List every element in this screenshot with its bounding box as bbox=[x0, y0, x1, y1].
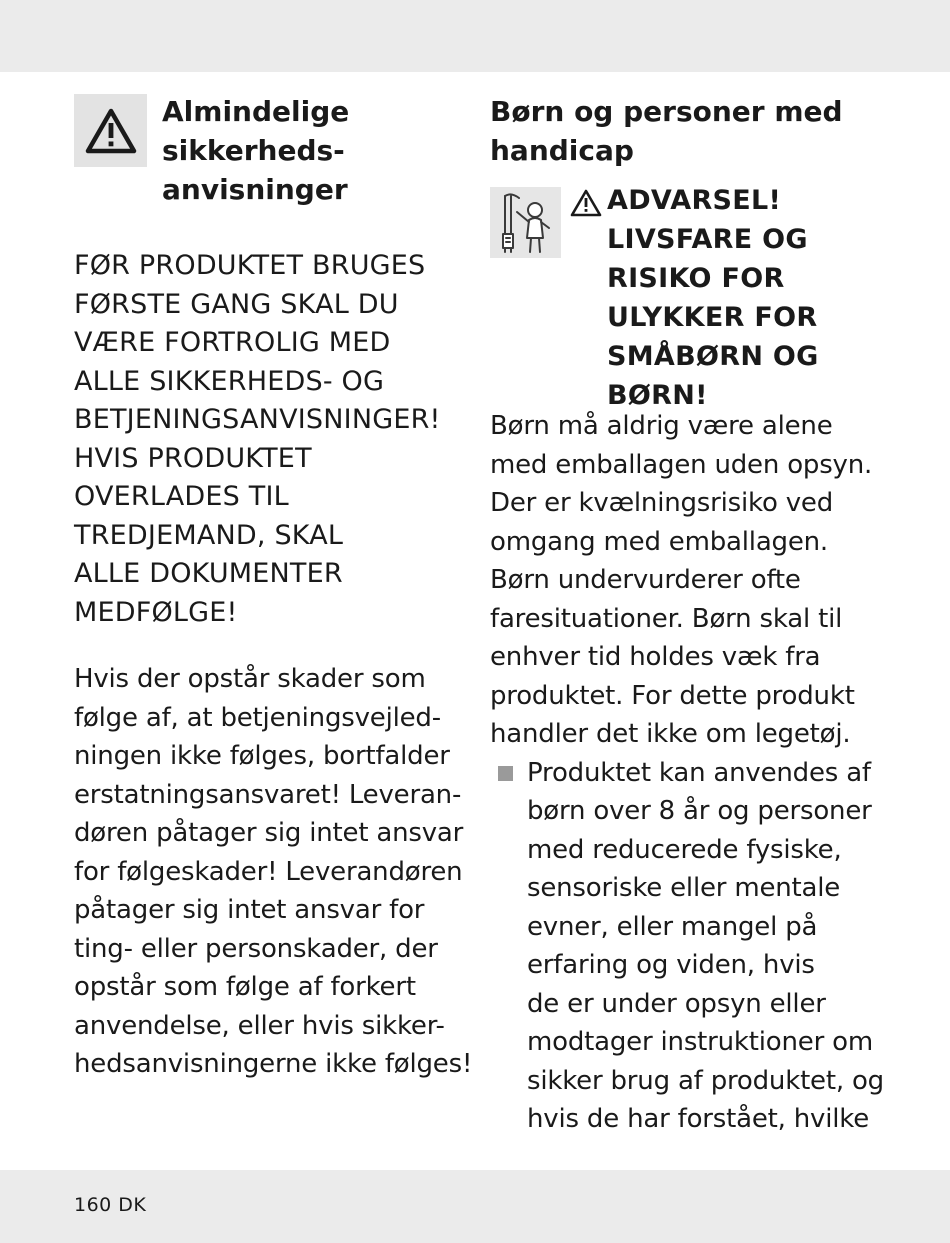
body-line: for følgeskader! Leverandøren bbox=[74, 856, 463, 887]
body-line: faresituationer. Børn skal til bbox=[490, 603, 843, 634]
top-band bbox=[0, 0, 950, 72]
children-paragraph bbox=[490, 407, 890, 754]
body-line: hedsanvisningerne ikke følges! bbox=[74, 1049, 473, 1079]
bullet-line: modtager instruktioner om bbox=[527, 1027, 873, 1057]
notice-line: FØRSTE GANG SKAL DU bbox=[74, 288, 399, 320]
notice-line: HVIS PRODUKTET bbox=[74, 442, 312, 474]
body-line: følge af, at betjeningsvejled- bbox=[74, 702, 441, 733]
body-line: opstår som følge af forkert bbox=[74, 972, 416, 1002]
warning-line: SMÅBØRN OG bbox=[607, 341, 819, 372]
liability-paragraph bbox=[74, 660, 473, 1084]
body-line: ting- eller personskader, der bbox=[74, 933, 438, 964]
notice-line: ALLE DOKUMENTER bbox=[74, 558, 343, 589]
body-line: Der er kvælningsrisiko ved bbox=[490, 488, 834, 518]
warning-line: LIVSFARE OG bbox=[607, 224, 808, 255]
notice-line: OVERLADES TIL bbox=[74, 481, 289, 512]
notice-line: FØR PRODUKTET BRUGES bbox=[74, 250, 426, 281]
page-number: 160 DK bbox=[74, 1194, 147, 1216]
notice-line: TREDJEMAND, SKAL bbox=[74, 519, 344, 551]
bullet-line: Produktet kan anvendes af bbox=[527, 757, 871, 788]
warning-line: BØRN! bbox=[607, 380, 708, 411]
bullet-line: erfaring og viden, hvis bbox=[527, 950, 815, 980]
body-line: handler det ikke om legetøj. bbox=[490, 719, 851, 749]
body-line: produktet. For dette produkt bbox=[490, 680, 855, 711]
section-heading bbox=[162, 92, 469, 209]
warning-line: ADVARSEL! bbox=[607, 185, 782, 216]
bullet-line: hvis de har forstået, hvilke bbox=[527, 1104, 870, 1134]
left-column bbox=[74, 92, 473, 1084]
warning-icon-box bbox=[74, 94, 147, 167]
bullet-line: børn over 8 år og personer bbox=[527, 796, 872, 826]
body-line: omgang med emballagen. bbox=[490, 526, 828, 557]
heading-line: anvisninger bbox=[162, 173, 348, 206]
body-line: Børn må aldrig være alene bbox=[490, 411, 833, 441]
heading-line: Børn og personer med bbox=[490, 95, 843, 128]
bullet-line: med reducerede fysiske, bbox=[527, 834, 842, 865]
bullet-square-icon bbox=[498, 766, 513, 781]
section-heading bbox=[490, 92, 890, 170]
body-line: påtager sig intet ansvar for bbox=[74, 895, 425, 925]
warning-block bbox=[490, 185, 890, 411]
body-line: Hvis der opstår skader som bbox=[74, 664, 426, 694]
notice-line: MEDFØLGE! bbox=[74, 596, 238, 628]
warning-triangle-icon bbox=[570, 189, 602, 217]
warning-line: RISIKO FOR bbox=[607, 263, 785, 294]
right-column bbox=[490, 92, 890, 1139]
heading-line: Almindelige bbox=[162, 95, 350, 128]
body-line: Børn undervurderer ofte bbox=[490, 565, 801, 595]
heading-line: handicap bbox=[490, 134, 634, 167]
body-line: ningen ikke følges, bortfalder bbox=[74, 741, 450, 771]
bullet-line: de er under opsyn eller bbox=[527, 988, 826, 1019]
body-line: med emballagen uden opsyn. bbox=[490, 449, 873, 480]
heading-line: sikkerheds- bbox=[162, 134, 345, 167]
warning-triangle-icon bbox=[85, 108, 137, 154]
list-item bbox=[490, 754, 890, 1139]
body-line: enhver tid holdes væk fra bbox=[490, 642, 821, 672]
body-line: erstatningsansvaret! Leveran- bbox=[74, 779, 462, 810]
notice-line: VÆRE FORTROLIG MED bbox=[74, 327, 391, 358]
warning-line: ULYKKER FOR bbox=[607, 302, 818, 333]
bullet-line: evner, eller mangel på bbox=[527, 911, 818, 942]
bullet-line: sikker brug af produktet, og bbox=[527, 1065, 884, 1096]
child-safety-icon bbox=[495, 190, 557, 256]
caps-notice bbox=[74, 247, 469, 632]
body-line: døren påtager sig intet ansvar bbox=[74, 818, 464, 848]
child-icon-box bbox=[490, 187, 561, 258]
notice-line: BETJENINGSANVISNINGER! bbox=[74, 404, 441, 435]
notice-line: ALLE SIKKERHEDS- OG bbox=[74, 365, 385, 397]
bullet-line: sensoriske eller mentale bbox=[527, 873, 841, 903]
child-warning-text bbox=[607, 181, 819, 415]
body-line: anvendelse, eller hvis sikker- bbox=[74, 1010, 445, 1041]
